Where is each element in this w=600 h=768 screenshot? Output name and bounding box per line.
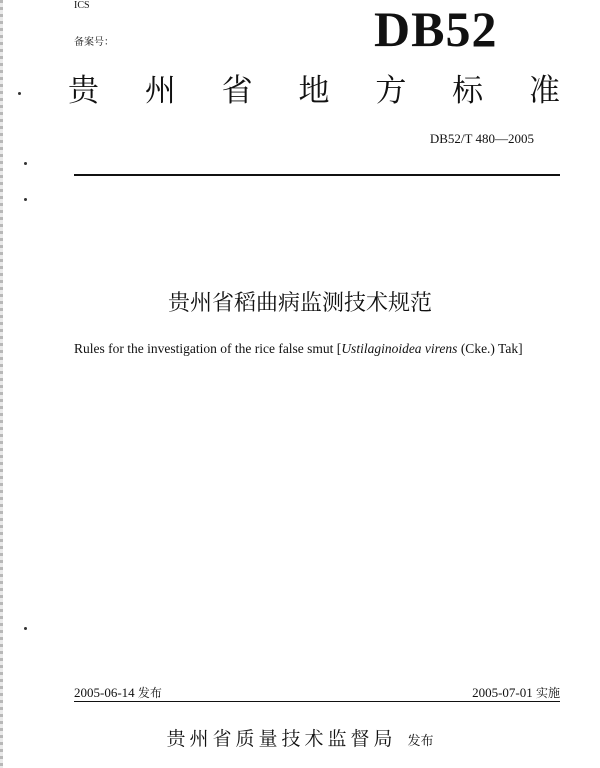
- header-divider: [74, 174, 560, 176]
- english-title: [74, 341, 574, 357]
- implement-date-value: 2005-07-01: [472, 685, 533, 700]
- issuer-action: 发布: [407, 734, 434, 749]
- implement-date: [472, 684, 560, 701]
- heading-char: 标: [452, 73, 484, 109]
- scan-speck: [24, 627, 27, 630]
- heading-char: 准: [528, 73, 560, 109]
- issuing-authority: [0, 724, 600, 751]
- heading-char: 贵: [68, 73, 99, 109]
- footer-divider: [74, 701, 560, 702]
- publish-date: [74, 684, 162, 701]
- english-title-prefix: Rules for the investigation of the rice false smut [: [74, 341, 342, 356]
- scan-speck: [24, 198, 27, 201]
- chinese-title: 贵州省稻曲病监测技术规范: [167, 291, 432, 316]
- heading-char: 省: [221, 73, 253, 109]
- heading-char: 地: [298, 73, 330, 109]
- record-number-label: 备案号：: [74, 37, 114, 48]
- heading-char: 方: [375, 73, 407, 109]
- scan-speck: [18, 92, 21, 95]
- english-title-species: Ustilaginoidea virens: [341, 341, 458, 356]
- english-title-suffix: (Cke.) Tak]: [457, 341, 523, 356]
- scan-binding-edge: [0, 0, 3, 768]
- issuer-organization: 贵州省质量技术监督局: [166, 728, 397, 750]
- implement-label: 实施: [535, 686, 560, 700]
- standard-code: DB52: [374, 1, 498, 57]
- ics-label: ICS: [74, 0, 90, 11]
- scan-speck: [24, 162, 27, 165]
- standard-type-heading: [68, 73, 560, 109]
- heading-char: 州: [144, 73, 176, 109]
- publish-date-value: 2005-06-14: [74, 685, 135, 700]
- standard-number: DB52/T 480—2005: [429, 131, 534, 146]
- publish-label: 发布: [137, 686, 162, 700]
